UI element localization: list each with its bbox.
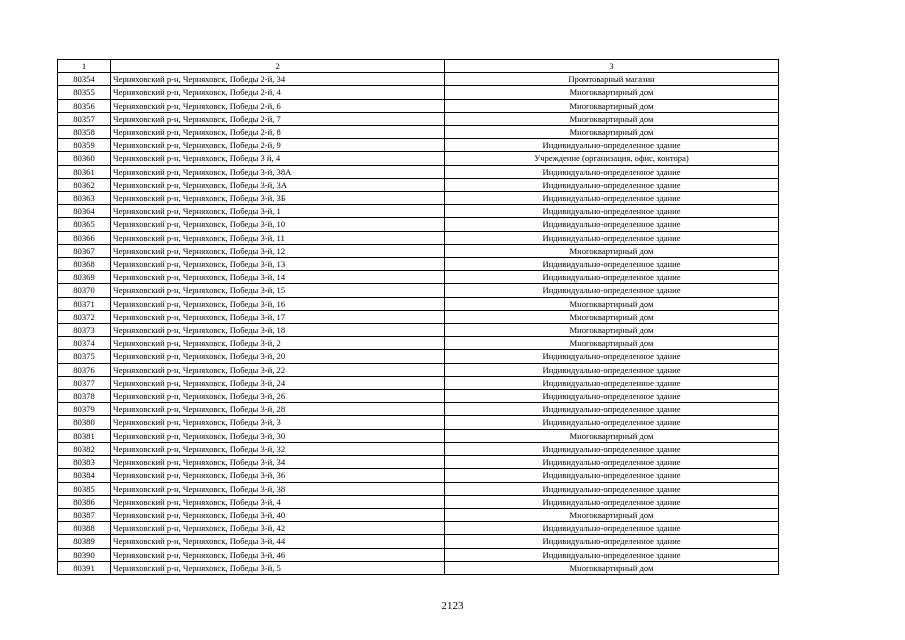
row-address: Черняховский р-н, Черняховск, Победы 3-й, 14: [111, 271, 445, 284]
row-address: Черняховский р-н, Черняховск, Победы 3-й, 22: [111, 363, 445, 376]
row-object-type: Индивидуально-определенное здание: [445, 139, 779, 152]
table-row: [58, 244, 779, 257]
table-row: [58, 548, 779, 561]
table-row: [58, 482, 779, 495]
row-object-type: Многоквартирный дом: [445, 337, 779, 350]
table-body: [58, 73, 779, 575]
row-number: 80383: [58, 456, 111, 469]
row-object-type: Индивидуально-определенное здание: [445, 522, 779, 535]
row-object-type: Многоквартирный дом: [445, 508, 779, 521]
row-address: Черняховский р-н, Черняховск, Победы 2-й, 6: [111, 99, 445, 112]
row-number: 80356: [58, 99, 111, 112]
row-number: 80375: [58, 350, 111, 363]
header-col-3: 3: [445, 60, 779, 73]
row-address: Черняховский р-н, Черняховск, Победы 2-й, 4: [111, 86, 445, 99]
table-row: [58, 390, 779, 403]
row-address: Черняховский р-н, Черняховск, Победы 3-й, 13: [111, 258, 445, 271]
table-row: [58, 310, 779, 323]
row-number: 80371: [58, 297, 111, 310]
row-number: 80374: [58, 337, 111, 350]
row-address: Черняховский р-н, Черняховск, Победы 3-й, 10: [111, 218, 445, 231]
row-address: Черняховский р-н, Черняховск, Победы 3 й, 4: [111, 152, 445, 165]
row-number: 80354: [58, 73, 111, 86]
header-col-2: 2: [111, 60, 445, 73]
table-row: [58, 192, 779, 205]
row-object-type: Многоквартирный дом: [445, 429, 779, 442]
row-address: Черняховский р-н, Черняховск, Победы 3-й, 20: [111, 350, 445, 363]
row-number: 80373: [58, 324, 111, 337]
row-address: Черняховский р-н, Черняховск, Победы 3-й, 17: [111, 310, 445, 323]
row-number: 80377: [58, 376, 111, 389]
row-object-type: Индивидуально-определенное здание: [445, 390, 779, 403]
table-row: [58, 522, 779, 535]
table-row: [58, 337, 779, 350]
row-number: 80378: [58, 390, 111, 403]
table-row: [58, 403, 779, 416]
row-number: 80355: [58, 86, 111, 99]
row-number: 80376: [58, 363, 111, 376]
row-address: Черняховский р-н, Черняховск, Победы 3-й, 30: [111, 429, 445, 442]
row-address: Черняховский р-н, Черняховск, Победы 3-й, 40: [111, 508, 445, 521]
table-row: [58, 99, 779, 112]
table-row: [58, 297, 779, 310]
table-row: [58, 152, 779, 165]
row-object-type: Индивидуально-определенное здание: [445, 218, 779, 231]
row-address: Черняховский р-н, Черняховск, Победы 3-й, 15: [111, 284, 445, 297]
table-row: [58, 73, 779, 86]
table-row: [58, 429, 779, 442]
row-number: 80362: [58, 178, 111, 191]
row-object-type: Индивидуально-определенное здание: [445, 271, 779, 284]
table-row: [58, 535, 779, 548]
header-row: [58, 60, 779, 73]
row-object-type: Индивидуально-определенное здание: [445, 350, 779, 363]
table-row: [58, 508, 779, 521]
row-address: Черняховский р-н, Черняховск, Победы 3-й, 11: [111, 231, 445, 244]
row-object-type: Многоквартирный дом: [445, 244, 779, 257]
table-row: [58, 126, 779, 139]
row-object-type: Многоквартирный дом: [445, 297, 779, 310]
row-object-type: Многоквартирный дом: [445, 86, 779, 99]
table-row: [58, 271, 779, 284]
row-address: Черняховский р-н, Черняховск, Победы 3-й, 2: [111, 337, 445, 350]
row-object-type: Индивидуально-определенное здание: [445, 205, 779, 218]
row-number: 80359: [58, 139, 111, 152]
row-address: Черняховский р-н, Черняховск, Победы 3-й, 18: [111, 324, 445, 337]
table-row: [58, 561, 779, 574]
row-object-type: Индивидуально-определенное здание: [445, 178, 779, 191]
row-address: Черняховский р-н, Черняховск, Победы 3-й, 12: [111, 244, 445, 257]
row-address: Черняховский р-н, Черняховск, Победы 3-й, 1: [111, 205, 445, 218]
row-address: Черняховский р-н, Черняховск, Победы 3-й, 38А: [111, 165, 445, 178]
header-col-1: 1: [58, 60, 111, 73]
table-row: [58, 258, 779, 271]
row-address: Черняховский р-н, Черняховск, Победы 3-й, 28: [111, 403, 445, 416]
row-number: 80357: [58, 112, 111, 125]
row-object-type: Индивидуально-определенное здание: [445, 376, 779, 389]
table-row: [58, 442, 779, 455]
row-number: 80389: [58, 535, 111, 548]
row-number: 80379: [58, 403, 111, 416]
row-address: Черняховский р-н, Черняховск, Победы 3-й, 36: [111, 469, 445, 482]
row-number: 80361: [58, 165, 111, 178]
row-address: Черняховский р-н, Черняховск, Победы 3-й, 32: [111, 442, 445, 455]
row-address: Черняховский р-н, Черняховск, Победы 3-й, 44: [111, 535, 445, 548]
row-number: 80369: [58, 271, 111, 284]
row-object-type: Индивидуально-определенное здание: [445, 495, 779, 508]
table-row: [58, 112, 779, 125]
row-address: Черняховский р-н, Черняховск, Победы 3-й, 24: [111, 376, 445, 389]
row-address: Черняховский р-н, Черняховск, Победы 3-й, 34: [111, 456, 445, 469]
row-address: Черняховский р-н, Черняховск, Победы 2-й, 8: [111, 126, 445, 139]
row-address: Черняховский р-н, Черняховск, Победы 3-й, 4: [111, 495, 445, 508]
row-number: 80390: [58, 548, 111, 561]
row-number: 80388: [58, 522, 111, 535]
row-number: 80380: [58, 416, 111, 429]
table-row: [58, 178, 779, 191]
row-address: Черняховский р-н, Черняховск, Победы 2-й, 9: [111, 139, 445, 152]
row-number: 80386: [58, 495, 111, 508]
row-number: 80365: [58, 218, 111, 231]
row-number: 80381: [58, 429, 111, 442]
table-row: [58, 416, 779, 429]
row-number: 80372: [58, 310, 111, 323]
table-row: [58, 376, 779, 389]
row-object-type: Индивидуально-определенное здание: [445, 258, 779, 271]
row-number: 80360: [58, 152, 111, 165]
table-row: [58, 469, 779, 482]
register-table: [57, 59, 779, 575]
row-object-type: Индивидуально-определенное здание: [445, 456, 779, 469]
row-address: Черняховский р-н, Черняховск, Победы 3-й, 3Б: [111, 192, 445, 205]
row-number: 80385: [58, 482, 111, 495]
row-object-type: Индивидуально-определенное здание: [445, 482, 779, 495]
row-number: 80387: [58, 508, 111, 521]
row-address: Черняховский р-н, Черняховск, Победы 3-й, 46: [111, 548, 445, 561]
table-row: [58, 218, 779, 231]
row-object-type: Индивидуально-определенное здание: [445, 416, 779, 429]
row-number: 80358: [58, 126, 111, 139]
row-object-type: Многоквартирный дом: [445, 126, 779, 139]
row-object-type: Индивидуально-определенное здание: [445, 284, 779, 297]
table-row: [58, 456, 779, 469]
row-address: Черняховский р-н, Черняховск, Победы 2-й, 34: [111, 73, 445, 86]
row-address: Черняховский р-н, Черняховск, Победы 3-й, 3: [111, 416, 445, 429]
table-row: [58, 205, 779, 218]
row-address: Черняховский р-н, Черняховск, Победы 3-й, 26: [111, 390, 445, 403]
row-object-type: Индивидуально-определенное здание: [445, 231, 779, 244]
row-number: 80370: [58, 284, 111, 297]
row-object-type: Многоквартирный дом: [445, 561, 779, 574]
row-number: 80366: [58, 231, 111, 244]
table-row: [58, 363, 779, 376]
row-object-type: Многоквартирный дом: [445, 324, 779, 337]
table-row: [58, 86, 779, 99]
row-number: 80364: [58, 205, 111, 218]
row-number: 80367: [58, 244, 111, 257]
row-object-type: Учреждение (организация, офис, контора): [445, 152, 779, 165]
row-number: 80368: [58, 258, 111, 271]
row-number: 80391: [58, 561, 111, 574]
row-object-type: Индивидуально-определенное здание: [445, 403, 779, 416]
row-object-type: Промтоварный магазин: [445, 73, 779, 86]
row-number: 80363: [58, 192, 111, 205]
row-address: Черняховский р-н, Черняховск, Победы 3-й, 3А: [111, 178, 445, 191]
table-row: [58, 284, 779, 297]
row-object-type: Многоквартирный дом: [445, 112, 779, 125]
row-address: Черняховский р-н, Черняховск, Победы 3-й, 38: [111, 482, 445, 495]
page-number: 2123: [441, 600, 464, 612]
row-object-type: Многоквартирный дом: [445, 310, 779, 323]
row-address: Черняховский р-н, Черняховск, Победы 3-й, 16: [111, 297, 445, 310]
table-row: [58, 495, 779, 508]
row-object-type: Индивидуально-определенное здание: [445, 442, 779, 455]
row-object-type: Многоквартирный дом: [445, 99, 779, 112]
row-object-type: Индивидуально-определенное здание: [445, 165, 779, 178]
table-row: [58, 139, 779, 152]
row-address: Черняховский р-н, Черняховск, Победы 3-й, 42: [111, 522, 445, 535]
row-address: Черняховский р-н, Черняховск, Победы 3-й, 5: [111, 561, 445, 574]
table-row: [58, 165, 779, 178]
row-number: 80384: [58, 469, 111, 482]
row-object-type: Индивидуально-определенное здание: [445, 548, 779, 561]
table-row: [58, 231, 779, 244]
table-row: [58, 350, 779, 363]
row-object-type: Индивидуально-определенное здание: [445, 469, 779, 482]
row-number: 80382: [58, 442, 111, 455]
row-object-type: Индивидуально-определенное здание: [445, 363, 779, 376]
row-object-type: Индивидуально-определенное здание: [445, 192, 779, 205]
row-address: Черняховский р-н, Черняховск, Победы 2-й, 7: [111, 112, 445, 125]
row-object-type: Индивидуально-определенное здание: [445, 535, 779, 548]
table-row: [58, 324, 779, 337]
